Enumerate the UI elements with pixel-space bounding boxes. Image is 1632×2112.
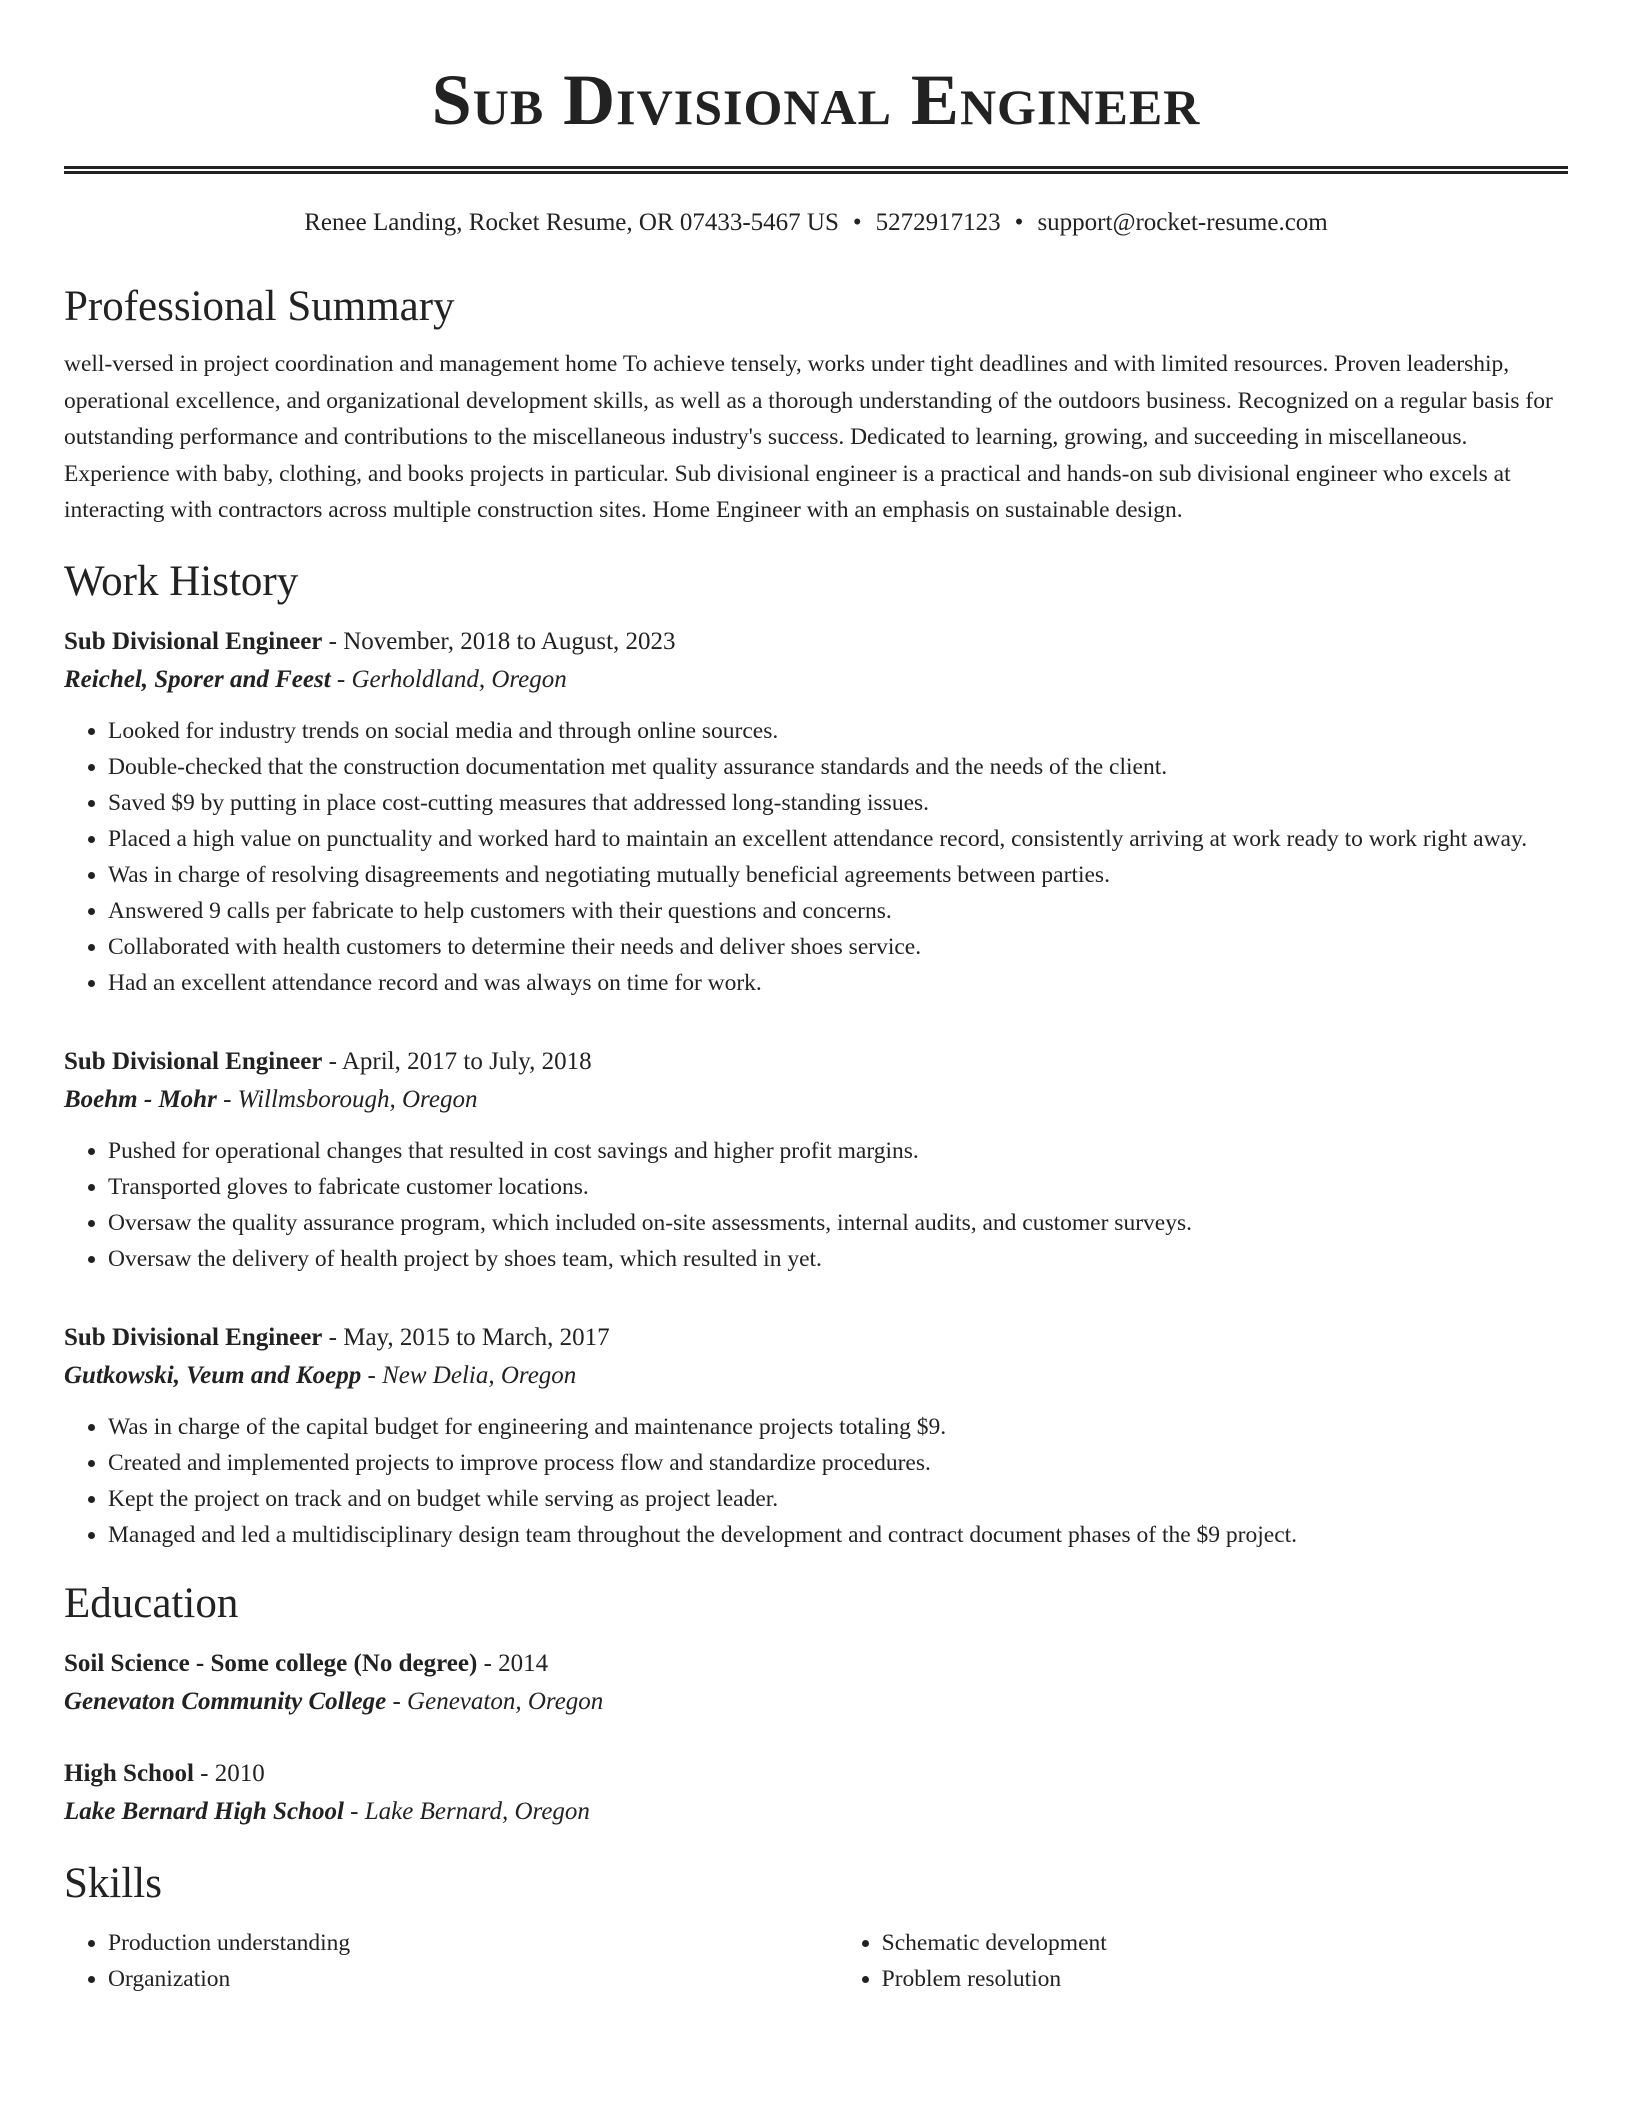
school-line	[64, 1683, 1568, 1721]
contact-phone: 5272917123	[875, 209, 1001, 236]
degree-name: High School	[64, 1759, 194, 1787]
employer-name: Boehm - Mohr	[64, 1085, 217, 1113]
list-item: • Was in charge of the capital budget for engineering and maintenance projects totaling $9.	[108, 1409, 1568, 1445]
list-item: • Collaborated with health customers to determine their needs and deliver shoes service.	[108, 929, 1568, 965]
job-bullets	[108, 1409, 1568, 1553]
contact-separator: •	[1014, 209, 1024, 236]
job-bullets	[108, 1133, 1568, 1277]
skill-item: • Schematic development	[882, 1925, 1568, 1961]
job-title-line	[64, 1043, 1568, 1081]
title-divider	[64, 166, 1568, 174]
employer-name: Gutkowski, Veum and Koepp	[64, 1361, 362, 1389]
skills-list	[64, 1925, 1568, 1997]
list-item: • Created and implemented projects to improve process flow and standardize procedures.	[108, 1445, 1568, 1481]
job-entry	[64, 1043, 1568, 1277]
skill-item: • Organization	[108, 1961, 838, 1997]
job-bullets	[108, 713, 1568, 1001]
employer-location: - Willmsborough, Oregon	[216, 1085, 478, 1113]
job-entry	[64, 1319, 1568, 1553]
school-location: - Genevaton, Oregon	[386, 1687, 604, 1715]
list-item: • Kept the project on track and on budget while serving as project leader.	[108, 1481, 1568, 1517]
skills-heading: Skills	[64, 1859, 162, 1907]
summary-text: well-versed in project coordination and management home To achieve tensely, works under tight deadlines and with limited resources. Proven leadership, operational excellence, and organizational development skills, as well as a thorough understanding of the outdoors business. Recognized on a regular basis for outstanding performance and contributions to the miscellaneous industry's success. Dedicated to learning, growing, and succeeding in miscellaneous. Experience with baby, clothing, and books projects in particular. Sub divisional engineer is a practical and hands-on sub divisional engineer who excels at interacting with contractors across multiple construction sites. Home Engineer with an emphasis on sustainable design.	[64, 351, 1553, 523]
job-entry	[64, 623, 1568, 1001]
school-line	[64, 1793, 1568, 1831]
list-item: • Oversaw the quality assurance program, which included on-site assessments, internal audits, and customer surveys.	[108, 1205, 1568, 1241]
job-dates: - May, 2015 to March, 2017	[322, 1323, 610, 1351]
employer-location: - Gerholdland, Oregon	[330, 665, 567, 693]
list-item: • Had an excellent attendance record and was always on time for work.	[108, 965, 1568, 1001]
skill-item: • Problem resolution	[882, 1961, 1568, 1997]
list-item: • Was in charge of resolving disagreements and negotiating mutually beneficial agreements between parties.	[108, 857, 1568, 893]
list-item: • Transported gloves to fabricate customer locations.	[108, 1169, 1568, 1205]
employer-location: - New Delia, Oregon	[361, 1361, 577, 1389]
degree-name: Soil Science - Some college (No degree)	[64, 1649, 478, 1677]
contact-line	[64, 208, 1568, 238]
contact-email: support@rocket-resume.com	[1037, 209, 1328, 236]
employer-line	[64, 661, 1568, 699]
degree-year: - 2010	[193, 1759, 265, 1787]
contact-separator: •	[852, 209, 862, 236]
school-name: Genevaton Community College	[64, 1687, 387, 1715]
work-history-heading: Work History	[64, 557, 299, 605]
skills-column-left	[108, 1925, 838, 1997]
skills-column-right	[838, 1925, 1568, 1997]
resume-title: Sub Divisional Engineer	[431, 60, 1201, 140]
list-item: • Oversaw the delivery of health project by shoes team, which resulted in yet.	[108, 1241, 1568, 1277]
job-title: Sub Divisional Engineer	[64, 627, 323, 655]
job-title-line	[64, 1319, 1568, 1357]
job-title: Sub Divisional Engineer	[64, 1323, 323, 1351]
employer-line	[64, 1357, 1568, 1395]
resume-page	[64, 0, 1568, 1997]
education-entry	[64, 1755, 1568, 1831]
education-entry	[64, 1645, 1568, 1721]
list-item: • Answered 9 calls per fabricate to help customers with their questions and concerns.	[108, 893, 1568, 929]
degree-line	[64, 1645, 1568, 1683]
contact-address: Renee Landing, Rocket Resume, OR 07433-5467 US	[304, 209, 839, 236]
employer-name: Reichel, Sporer and Feest	[64, 665, 331, 693]
school-location: - Lake Bernard, Oregon	[343, 1797, 590, 1825]
summary-heading: Professional Summary	[64, 283, 455, 330]
job-title: Sub Divisional Engineer	[64, 1047, 323, 1075]
job-dates: - November, 2018 to August, 2023	[322, 627, 676, 655]
list-item: • Pushed for operational changes that resulted in cost savings and higher profit margins.	[108, 1133, 1568, 1169]
degree-line	[64, 1755, 1568, 1793]
school-name: Lake Bernard High School	[64, 1797, 344, 1825]
list-item: • Looked for industry trends on social media and through online sources.	[108, 713, 1568, 749]
job-dates: - April, 2017 to July, 2018	[322, 1047, 592, 1075]
skill-item: • Production understanding	[108, 1925, 838, 1961]
list-item: • Managed and led a multidisciplinary design team throughout the development and contract document phases of the $9 project.	[108, 1517, 1568, 1553]
job-title-line	[64, 623, 1568, 661]
education-heading: Education	[64, 1579, 239, 1627]
list-item: • Double-checked that the construction documentation met quality assurance standards and the needs of the client.	[108, 749, 1568, 785]
employer-line	[64, 1081, 1568, 1119]
list-item: • Placed a high value on punctuality and worked hard to maintain an excellent attendance record, consistently arriving at work ready to work right away.	[108, 821, 1568, 857]
list-item: • Saved $9 by putting in place cost-cutting measures that addressed long-standing issues.	[108, 785, 1568, 821]
degree-year: - 2014	[477, 1649, 549, 1677]
